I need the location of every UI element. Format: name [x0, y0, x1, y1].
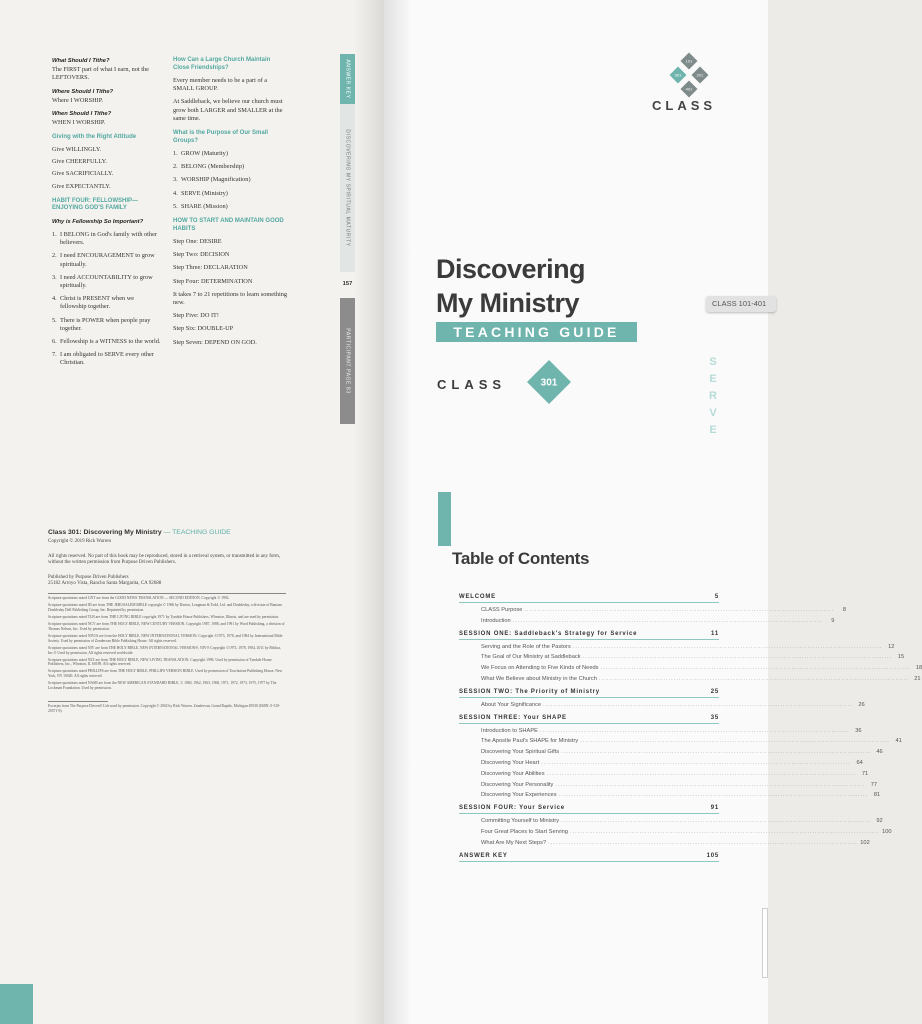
- list-item: [173, 150, 288, 158]
- scripture-note: Scripture quotations noted NCV are from THE HOLY BIBLE, NEW CENTURY VERSION. Copyright 1987, 1988, and 1991 by Word Publishing, a division of Thomas Nelson, Inc. Used by permission.: [48, 622, 285, 631]
- answer-column-1: [52, 57, 162, 368]
- toc-leader: ........................................................................................................................: [582, 654, 893, 661]
- list-item: [52, 351, 162, 367]
- list-item: [52, 317, 162, 333]
- serve-letter: S: [709, 356, 717, 368]
- paragraph: Every member needs to be a part of a SMALL GROUP.: [173, 77, 268, 93]
- item-text: I need ENCOURAGEMENT to grow spiritually.: [60, 252, 155, 268]
- toc-page-number: 100: [882, 828, 892, 835]
- toc-page-number: 91: [710, 805, 719, 812]
- item-text: BELONG (Membership): [181, 163, 245, 171]
- serve-letter: E: [709, 424, 717, 436]
- list-item: [173, 203, 288, 211]
- class-range-tab[interactable]: CLASS 101-401: [706, 296, 776, 312]
- class-number-badge: [527, 360, 571, 404]
- item-number: 2.: [52, 252, 57, 260]
- item-number: 4.: [52, 295, 57, 303]
- vertical-serve-word: [706, 354, 720, 439]
- toc-label: We Focus on Attending to Five Kinds of Needs: [481, 665, 599, 672]
- habit-note: It takes 7 to 21 repetitions to learn something new.: [173, 290, 288, 307]
- habit-step: Step Three: DECLARATION: [173, 264, 248, 272]
- item-number: 3.: [173, 176, 178, 184]
- toc-page-number: 77: [870, 781, 878, 788]
- title-line: My Ministry: [436, 288, 580, 318]
- habit-step: Step Five: DO IT!: [173, 312, 219, 320]
- item-number: 7.: [52, 351, 57, 359]
- section-tab: [340, 104, 355, 272]
- toc-page-number: 41: [895, 738, 902, 745]
- list-item: [52, 231, 162, 247]
- item-text: GROW (Maturity): [181, 150, 228, 158]
- toc-leader: ........................................................................................................................: [543, 701, 853, 708]
- toc-leader: ........................................................................................................................: [524, 607, 835, 613]
- item-number: 5.: [52, 316, 57, 324]
- toc-leader: ........................................................................................................................: [569, 828, 880, 835]
- teaching-guide-banner: TEACHING GUIDE: [436, 322, 637, 342]
- toc-entry-row[interactable]: [459, 616, 835, 627]
- toc-leader: ........................................................................................................................: [512, 617, 823, 624]
- toc-section-row[interactable]: [459, 689, 719, 698]
- scripture-note: Scripture quotations noted JB are from THE JERUSALEM BIBLE copyright © 1966 by Darton, Longman & Todd, Ltd. and Doubleday, a division of Bantam Doubleday Dell Publishing Group, Inc. Reprinted by permission.: [48, 603, 282, 613]
- toc-section-row[interactable]: [459, 631, 719, 640]
- toc-page-number: 8: [842, 607, 847, 613]
- toc-page-number: 5: [714, 594, 719, 600]
- toc-label: About Your Significance: [481, 701, 542, 708]
- toc-label: WELCOME: [459, 594, 496, 600]
- section-heading: HABIT FOUR: FELLOWSHIP— ENJOYING GOD'S FAMILY: [52, 197, 138, 212]
- item-number: 4.: [173, 189, 178, 197]
- badge-number: 301: [540, 377, 558, 389]
- scripture-note: Scripture quotations noted PHILLIPS are from THE HOLY BIBLE, PHILLIPS VERSION BIBLE. Used by permission of Touchstone Publishing House, New York, NY 10020. All rights reserved.: [48, 669, 283, 679]
- toc-page-number: 102: [860, 839, 870, 846]
- loose-paper-edge: [762, 908, 768, 978]
- section-heading: How Can a Large Church Maintain Close Friendships?: [173, 57, 271, 71]
- toc-leader: ........................................................................................................................: [561, 749, 871, 756]
- toc-page-number: 11: [711, 630, 719, 637]
- toc-section-row[interactable]: [459, 805, 719, 814]
- toc-entry-row[interactable]: [459, 758, 863, 769]
- answer-key-tab: [340, 54, 355, 104]
- copyright-title: [48, 530, 288, 536]
- toc-label: What We Believe about Ministry in the Church: [481, 675, 597, 682]
- title-line: Discovering: [436, 254, 586, 284]
- toc-page-number: 35: [710, 714, 719, 721]
- logo-wordmark: CLASS: [652, 98, 717, 113]
- toc-label: SESSION FOUR: Your Service: [459, 805, 565, 812]
- habit-step: Step Six: DOUBLE-UP: [173, 325, 234, 333]
- toc-label: Introduction: [481, 617, 511, 624]
- habit-step: Step One: DESIRE: [173, 238, 222, 246]
- toc-leader: ........................................................................................................................: [539, 727, 850, 734]
- toc-leader: ........................................................................................................................: [541, 759, 851, 766]
- toc-label: Discovering Your Experiences: [481, 792, 557, 799]
- habit-step: Step Two: DECISION: [173, 251, 230, 259]
- list-item: Give WILLINGLY.: [52, 145, 102, 153]
- list-item: [52, 252, 162, 268]
- toc-page-number: 12: [888, 643, 895, 650]
- toc-entry-row[interactable]: [459, 790, 881, 801]
- toc-section-row[interactable]: [459, 594, 719, 603]
- answer-text: The FIRST part of what I earn, not the LEFTOVERS.: [52, 66, 149, 82]
- toc-page-number: 9: [831, 617, 835, 624]
- list-item: [173, 176, 288, 184]
- toc-page-number: 15: [897, 654, 905, 661]
- toc-label: Committing Yourself to Ministry: [481, 818, 560, 825]
- scripture-note: Scripture quotations noted NIV are from THE HOLY BIBLE, NEW INTERNATIONAL VERSION®, NIV® Copyright ©1973, 1978, 1984, 2011 by Biblica, Inc.® Used by permission. All rights reserved worldwide.: [48, 645, 281, 655]
- toc-leader: ........................................................................................................................: [561, 818, 871, 825]
- class-label: CLASS: [437, 377, 507, 392]
- toc-label: SESSION THREE: Your SHAPE: [459, 714, 567, 721]
- item-number: 6.: [52, 337, 57, 345]
- toc-label: What Are My Next Steps?: [481, 839, 547, 846]
- item-number: 2.: [173, 163, 178, 171]
- toc-leader: ........................................................................................................................: [555, 781, 866, 788]
- toc-label: Four Great Places to Start Serving: [481, 828, 568, 835]
- toc-page-number: 36: [855, 727, 862, 734]
- copyright-block: [48, 530, 288, 714]
- toc-label: Discovering Your Abilities: [481, 770, 545, 777]
- paragraph: At Saddleback, we believe our church must grow both LARGER and SMALLER at the same time.: [173, 98, 283, 122]
- divider: [48, 593, 286, 594]
- table-of-contents: [459, 594, 922, 864]
- serve-letter: V: [709, 407, 717, 419]
- title-separator: —: [161, 529, 173, 536]
- toc-entry-row[interactable]: [459, 700, 865, 711]
- list-item: [52, 274, 162, 290]
- toc-leader: ........................................................................................................................: [600, 665, 911, 672]
- toc-label: The Apostle Paul's SHAPE for Ministry: [481, 738, 579, 745]
- toc-label: The Goal of Our Ministry at Saddleback: [481, 654, 581, 661]
- item-text: WORSHIP (Magnification): [181, 176, 251, 184]
- toc-label: Introduction to SHAPE: [481, 727, 538, 734]
- toc-title: Table of Contents: [452, 549, 590, 568]
- toc-entry-row[interactable]: [459, 780, 878, 791]
- toc-page-number: 25: [710, 688, 719, 695]
- section-heading: Giving with the Right Attitude: [52, 134, 137, 141]
- question-heading: What Should I Tithe?: [52, 58, 110, 64]
- toc-page-number: 105: [706, 852, 719, 859]
- title-main: Class 301: Discovering My Ministry: [48, 529, 162, 536]
- item-number: 3.: [52, 273, 57, 281]
- toc-accent-bar: [438, 492, 451, 546]
- list-item: Give EXPECTANTLY.: [52, 182, 111, 190]
- toc-entry-row[interactable]: [459, 674, 921, 685]
- item-text: I am obligated to SERVE every other Christian.: [60, 351, 154, 367]
- toc-section-row[interactable]: [459, 715, 719, 724]
- toc-page-number: 26: [858, 701, 865, 708]
- scripture-note: Scripture quotations noted TLB are from THE LIVING BIBLE copyright 1971 by Tyndale House Publishers, Wheaton, Illinois, and are used by permission.: [48, 615, 280, 620]
- habit-step: Step Seven: DEPEND ON GOD.: [173, 338, 257, 346]
- toc-entry-row[interactable]: [459, 726, 862, 737]
- toc-entry-row[interactable]: [459, 769, 869, 780]
- toc-page-number: 81: [873, 792, 881, 799]
- answer-text: Where I WORSHIP.: [52, 96, 104, 104]
- toc-entry-row[interactable]: [459, 652, 905, 663]
- serve-letter: R: [709, 390, 717, 402]
- toc-entry-row[interactable]: [459, 747, 883, 758]
- toc-entry-row[interactable]: [459, 736, 902, 747]
- toc-leader: ........................................................................................................................: [558, 792, 869, 799]
- copyright-line: Copyright © 2019 Rick Warren: [48, 539, 112, 545]
- scripture-note: Scripture quotations noted NLT are from THE HOLY BIBLE, NEW LIVING TRANSLATION. Copyright 1996. Used by permission of Tyndale House Publishers, Inc., Wheaton, IL 60189. All rights reserved.: [48, 657, 272, 667]
- question-heading: When Should I Tithe?: [52, 111, 112, 118]
- rights-statement: All rights reserved. No part of this book may be reproduced, stored in a retrieval system, or transmitted in any form, without the written permission from Purpose Driven Publishers.: [48, 553, 281, 566]
- participant-page-tab: [340, 298, 355, 424]
- toc-label: ANSWER KEY: [459, 852, 508, 859]
- list-item: Give SACRIFICIALLY.: [52, 170, 114, 178]
- item-text: Christ is PRESENT when we fellowship together.: [60, 295, 135, 311]
- left-page: [0, 0, 384, 1024]
- question-heading: Why is Fellowship So Important?: [52, 218, 144, 225]
- item-text: Fellowship is a WITNESS to the world.: [60, 337, 161, 345]
- toc-page-number: 64: [856, 759, 863, 766]
- answer-text: WHEN I WORSHIP.: [52, 119, 106, 127]
- habit-step: Step Four: DETERMINATION: [173, 277, 253, 285]
- answer-column-2: [173, 57, 288, 347]
- toc-leader: ........................................................................................................................: [546, 770, 857, 777]
- list-item: [173, 163, 288, 171]
- toc-label: Discovering Your Personality: [481, 781, 554, 788]
- list-item: [52, 338, 162, 346]
- item-number: 1.: [173, 150, 178, 158]
- title-accent: TEACHING GUIDE: [172, 529, 231, 536]
- section-heading: HOW TO START AND MAINTAIN GOOD HABITS: [173, 218, 284, 232]
- publisher: Published by Purpose Driven Publishers: [48, 574, 129, 580]
- logo-num-top: 101: [685, 58, 693, 64]
- logo-num-left: 301: [674, 72, 682, 78]
- page-fold-shadow: [384, 0, 412, 1024]
- toc-entry-row[interactable]: [459, 827, 892, 838]
- scripture-note: Scripture quotations noted NIVIA are from the HOLY BIBLE, NEW INTERNATIONAL VERSION. Copyright ©1973, 1978, and 1984 by International Bible Society. Used by permission of Zondervan Bible Publishing House. All rights reserved.: [48, 633, 283, 643]
- scripture-note: Scripture quotations noted NASB are from the NEW AMERICAN STANDARD BIBLE, © 1960, 1962, 1963, 1968, 1971, 1972, 1973, 1975, 1977 by The Lockman Foundation. Used by permission.: [48, 681, 277, 691]
- right-page: [384, 0, 922, 1024]
- serve-letter: E: [709, 373, 717, 385]
- logo-num-bottom: 401: [685, 86, 693, 92]
- item-text: SERVE (Ministry): [181, 189, 228, 197]
- tab-label: PARTICIPANT PAGE 83: [344, 328, 351, 394]
- section-heading: What is the Purpose of Our Small Groups?: [173, 130, 269, 144]
- scripture-note: Scripture quotations noted GNT are from the GOOD NEWS TRANSLATION — SECOND EDITION. Copyright © 1992.: [48, 596, 230, 601]
- toc-label: Serving and the Role of the Pastors: [481, 643, 571, 650]
- item-number: 1.: [52, 230, 57, 238]
- item-number: 5.: [173, 202, 178, 210]
- item-text: SHARE (Mission): [181, 202, 228, 210]
- class-logo: [662, 50, 716, 100]
- toc-entry-row[interactable]: [459, 663, 922, 674]
- toc-label: SESSION ONE: Saddleback's Strategy for Service: [459, 630, 638, 637]
- toc-section-row[interactable]: [459, 853, 719, 862]
- toc-page-number: 92: [876, 818, 883, 825]
- toc-leader: ........................................................................................................................: [580, 738, 890, 745]
- toc-label: Discovering Your Spiritual Gifts: [481, 749, 560, 756]
- logo-num-right: 201: [696, 72, 704, 78]
- publisher-address: 25182 Arroyo Vista, Rancho Santa Margarita, CA 92688: [48, 581, 162, 587]
- toc-page-number: 71: [861, 770, 869, 777]
- book-title: [436, 252, 585, 320]
- list-item: [52, 295, 162, 311]
- toc-label: SESSION TWO: The Priority of Ministry: [459, 688, 600, 695]
- toc-leader: ........................................................................................................................: [572, 643, 883, 650]
- toc-page-number: 18: [915, 665, 922, 672]
- toc-entry-row[interactable]: [459, 605, 847, 616]
- page-number: 157: [342, 281, 353, 287]
- tab-label: ANSWER KEY: [344, 59, 351, 99]
- item-text: I need ACCOUNTABILITY to grow spiritually.: [60, 273, 153, 289]
- divider: [48, 701, 108, 702]
- page-fold-shadow: [354, 0, 384, 1024]
- excerpt-note: Excerpts from The Purpose Driven® Life used by permission. Copyright © 2002 by Rick Warren. Zondervan, Grand Rapids, Michigan 49530 (ISBN: 0-310-20571-9).: [48, 703, 281, 713]
- toc-entry-row[interactable]: [459, 838, 870, 849]
- tab-label: DISCOVERING MY SPIRITUAL MATURITY: [344, 129, 351, 247]
- list-item: Give CHEERFULLY.: [52, 158, 107, 166]
- item-text: There is POWER when people pray together.: [60, 316, 151, 332]
- toc-entry-row[interactable]: [459, 816, 883, 827]
- list-item: [173, 190, 288, 198]
- toc-leader: ........................................................................................................................: [598, 675, 909, 682]
- toc-label: CLASS Purpose: [481, 607, 523, 613]
- toc-entry-row[interactable]: [459, 642, 895, 653]
- corner-accent: [0, 984, 33, 1024]
- toc-label: Discovering Your Heart: [481, 759, 540, 766]
- toc-leader: ........................................................................................................................: [548, 839, 858, 846]
- question-heading: Where Should I Tithe?: [52, 88, 114, 95]
- toc-page-number: 21: [914, 675, 921, 682]
- toc-page-number: 46: [876, 749, 883, 756]
- item-text: I BELONG in God's family with other believers.: [60, 230, 157, 247]
